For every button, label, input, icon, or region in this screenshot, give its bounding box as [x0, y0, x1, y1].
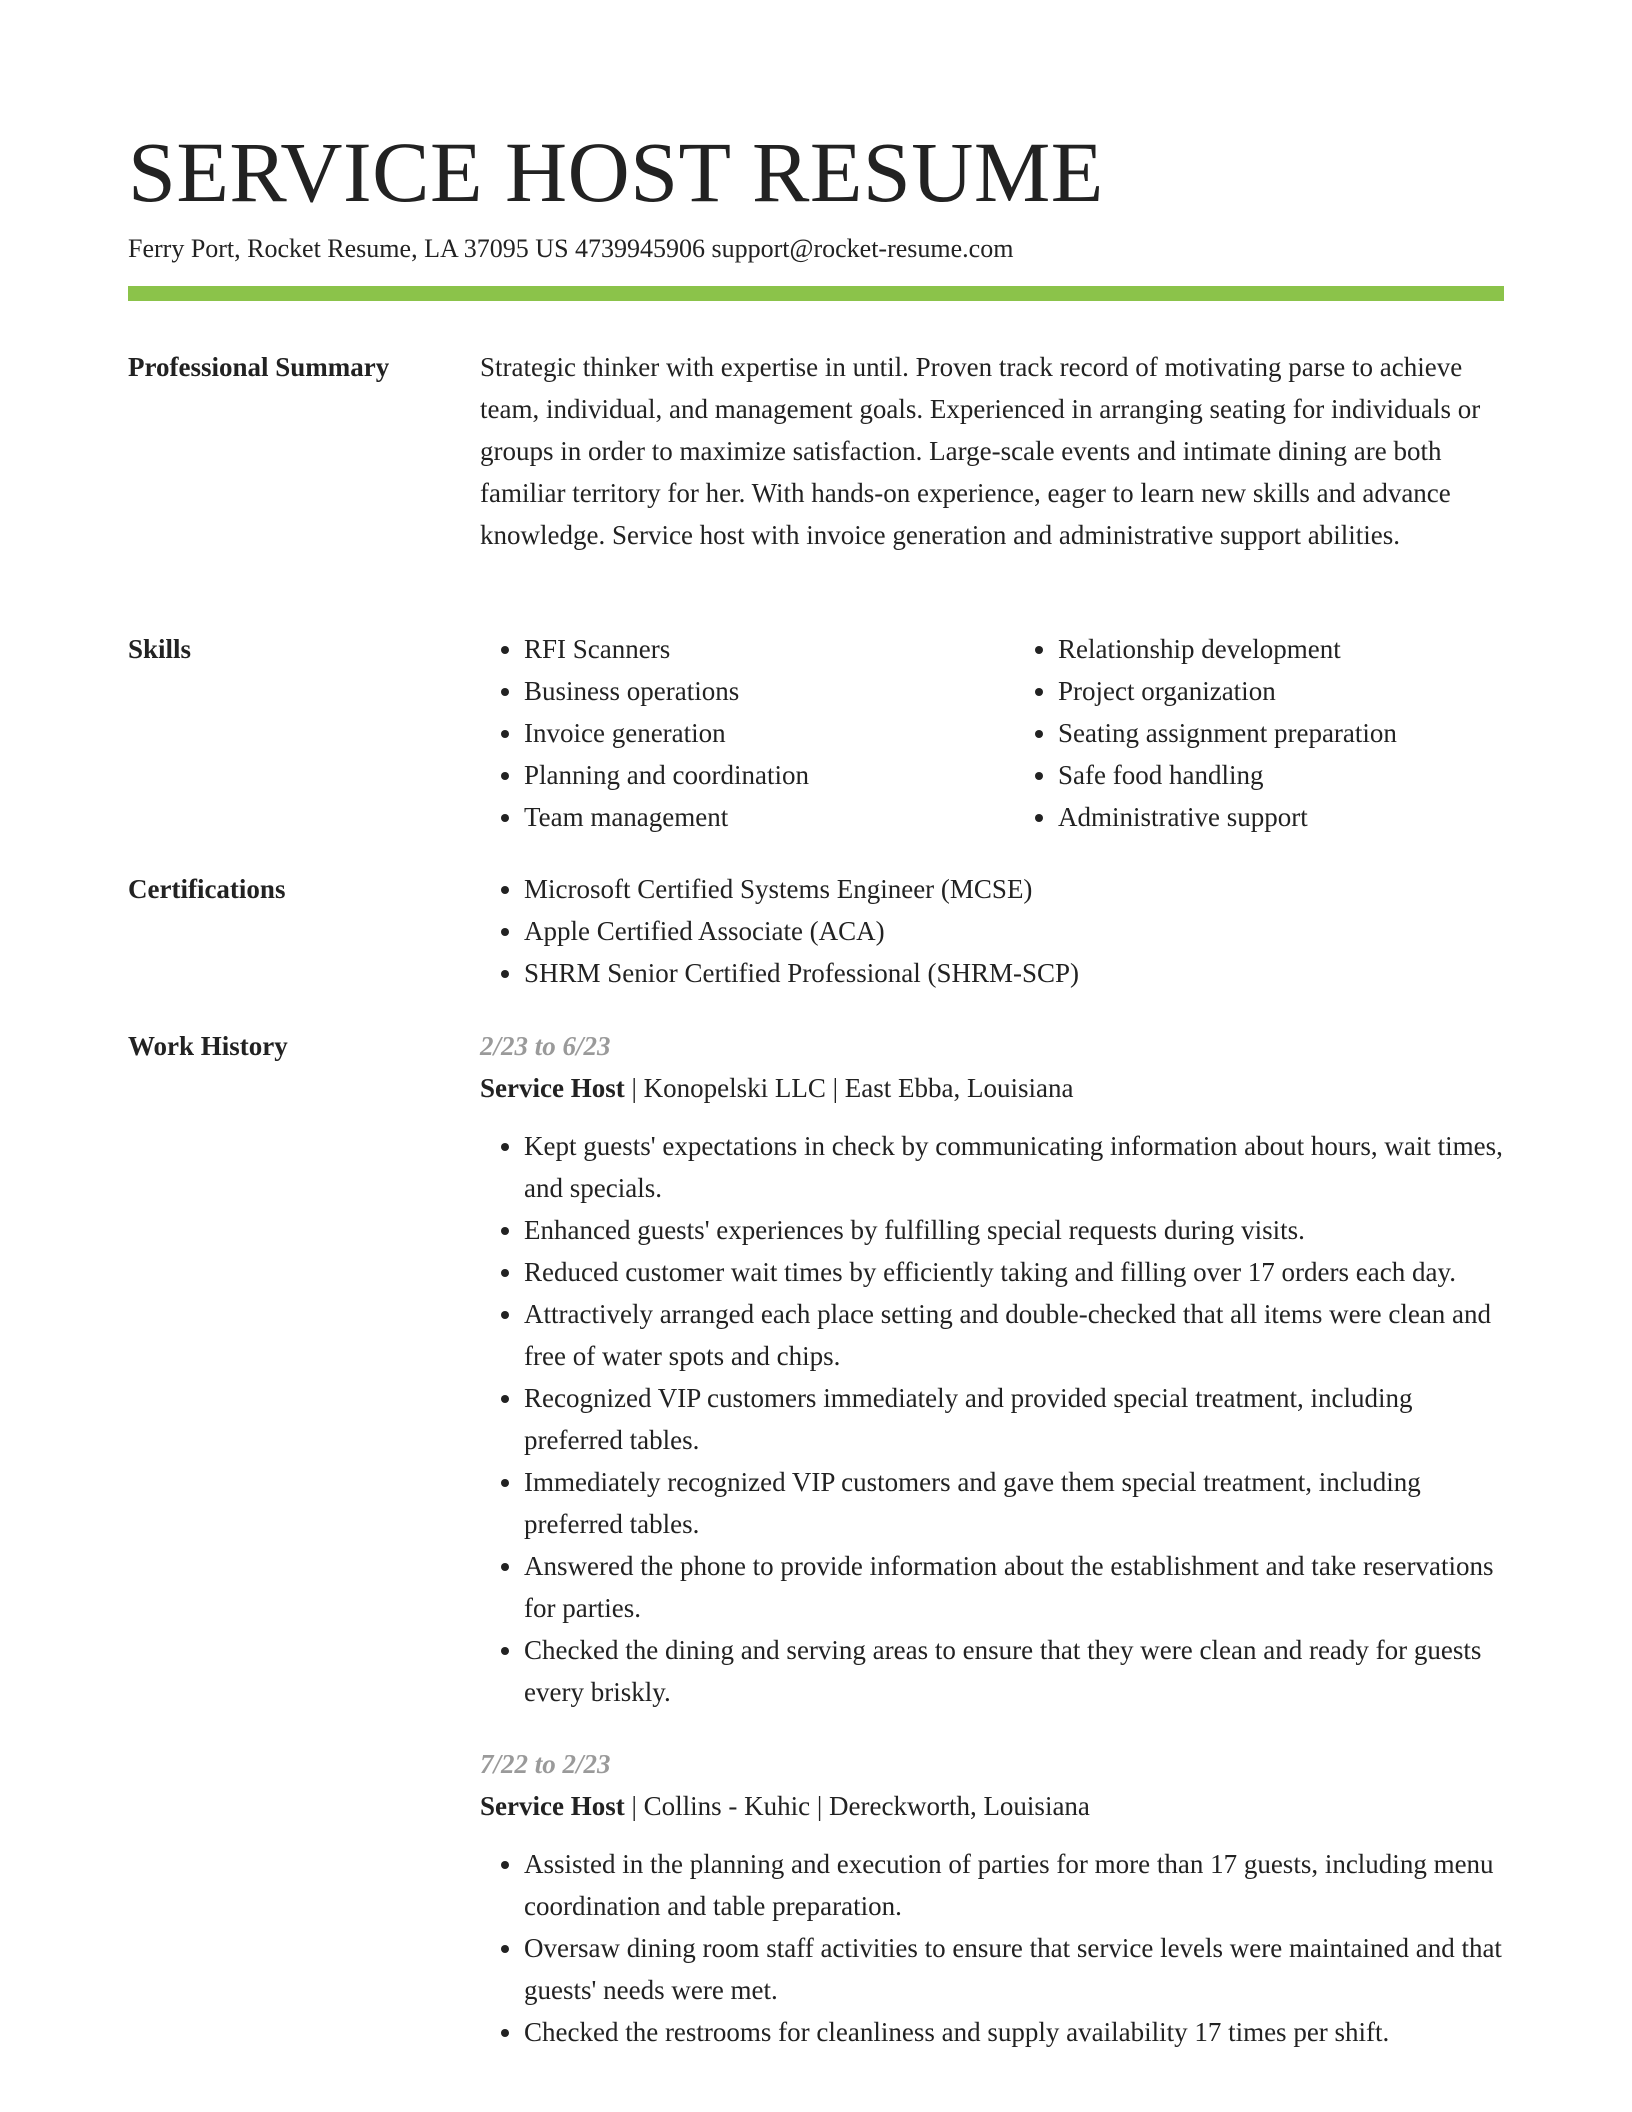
skill-item: • RFI Scanners: [524, 628, 970, 670]
job-details: | Collins - Kuhic | Dereckworth, Louisiana: [624, 1791, 1090, 1821]
section-label-certifications: Certifications: [128, 874, 286, 904]
skill-item: • Project organization: [1058, 670, 1504, 712]
job-details: | Konopelski LLC | East Ebba, Louisiana: [624, 1073, 1074, 1103]
job-bullets: [480, 1125, 1504, 1713]
summary-text: Strategic thinker with expertise in until. Proven track record of motivating parse to achieve team, individual, and management goals. Experienced in arranging seating for individuals or groups in order to maximize satisfaction. Large-scale events and intimate dining are both familiar territory for her. With hands-on experience, eager to learn new skills and advance knowledge. Service host with invoice generation and administrative support abilities.: [480, 352, 1481, 550]
job-bullet: • Reduced customer wait times by efficiently taking and filling over 17 orders each day.: [524, 1251, 1504, 1293]
skill-item: • Invoice generation: [524, 712, 970, 754]
certification-item: • Microsoft Certified Systems Engineer (MCSE): [524, 868, 1504, 910]
certifications-body: [480, 868, 1504, 994]
job-heading: [480, 1067, 1504, 1109]
contact-line: Ferry Port, Rocket Resume, LA 37095 US 4739945906 support@rocket-resume.com: [128, 234, 1014, 263]
job-bullet: • Oversaw dining room staff activities to ensure that service levels were maintained and that guests' needs were met.: [524, 1927, 1504, 2011]
certification-item: • SHRM Senior Certified Professional (SHRM-SCP): [524, 952, 1504, 994]
skill-item: • Administrative support: [1058, 796, 1504, 838]
job-entry: [480, 1025, 1504, 1713]
skills-body: [480, 628, 1504, 838]
job-bullet: • Checked the restrooms for cleanliness and supply availability 17 times per shift.: [524, 2011, 1504, 2053]
skill-item: • Business operations: [524, 670, 970, 712]
job-bullets: [480, 1843, 1504, 2053]
work-history-body: [480, 1025, 1504, 2053]
header-divider: [128, 286, 1504, 301]
skills-list-left: [480, 628, 970, 838]
skill-item: • Relationship development: [1058, 628, 1504, 670]
job-dates: 7/22 to 2/23: [480, 1749, 611, 1779]
certifications-list: [480, 868, 1504, 994]
job-dates: 2/23 to 6/23: [480, 1031, 611, 1061]
skill-item: • Safe food handling: [1058, 754, 1504, 796]
skill-item: • Planning and coordination: [524, 754, 970, 796]
job-heading: [480, 1785, 1504, 1827]
job-bullet: • Attractively arranged each place setting and double-checked that all items were clean and free of water spots and chips.: [524, 1293, 1504, 1377]
job-title: Service Host: [480, 1073, 625, 1103]
job-entry: [480, 1743, 1504, 2053]
summary-body: [480, 346, 1504, 556]
section-label-summary: Professional Summary: [128, 352, 390, 382]
job-bullet: • Answered the phone to provide information about the establishment and take reservations for parties.: [524, 1545, 1504, 1629]
skills-list-right: [1014, 628, 1504, 838]
page-title: SERVICE HOST RESUME: [128, 124, 1104, 220]
skill-item: • Team management: [524, 796, 970, 838]
section-label-skills: Skills: [128, 634, 192, 664]
skill-item: • Seating assignment preparation: [1058, 712, 1504, 754]
job-bullet: • Checked the dining and serving areas to ensure that they were clean and ready for guests every briskly.: [524, 1629, 1504, 1713]
section-label-work-history: Work History: [128, 1031, 288, 1061]
job-title: Service Host: [480, 1791, 625, 1821]
job-bullet: • Kept guests' expectations in check by communicating information about hours, wait times, and specials.: [524, 1125, 1504, 1209]
job-bullet: • Recognized VIP customers immediately and provided special treatment, including preferred tables.: [524, 1377, 1504, 1461]
job-bullet: • Immediately recognized VIP customers and gave them special treatment, including preferred tables.: [524, 1461, 1504, 1545]
job-bullet: • Assisted in the planning and execution of parties for more than 17 guests, including menu coordination and table preparation.: [524, 1843, 1504, 1927]
job-bullet: • Enhanced guests' experiences by fulfilling special requests during visits.: [524, 1209, 1504, 1251]
certification-item: • Apple Certified Associate (ACA): [524, 910, 1504, 952]
